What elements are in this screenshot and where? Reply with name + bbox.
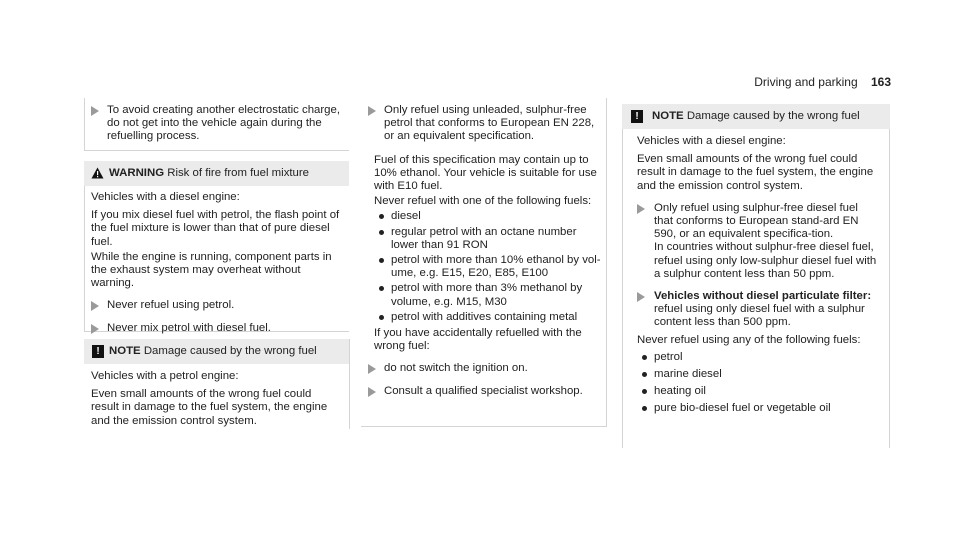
list-item [374, 311, 606, 324]
step-bold-text: Vehicles without diesel particulate filter: [654, 290, 872, 303]
list-item [637, 368, 880, 381]
note1-right-rule [349, 339, 350, 429]
list-text: pure bio-diesel fuel or vegetable oil [654, 402, 831, 415]
section-title: Driving and parking [754, 75, 858, 89]
list-item [637, 351, 880, 364]
list-item [637, 402, 880, 415]
list-text: regular petrol with an octane number lower than 91 RON [391, 225, 577, 251]
warning-header [84, 161, 349, 186]
note-para-2: Even small amounts of the wrong fuel could result in damage to the fuel system, the engine and the emission control system. [637, 153, 874, 192]
page-number: 163 [870, 75, 891, 89]
bullet-icon [642, 389, 647, 394]
col2-step-2 [361, 362, 606, 375]
step-text: To avoid creating another electrostatic charge, do not get into the vehicle again during the refuelling process. [107, 104, 341, 143]
list-text: heating oil [654, 385, 706, 398]
list-text: marine diesel [654, 368, 722, 381]
note-para-3: Never refuel using any of the following fuels: [637, 333, 861, 346]
note-title: Damage caused by the wrong fuel [143, 345, 317, 357]
warning-title: Risk of fire from fuel mixture [167, 167, 310, 179]
bullet-icon [642, 406, 647, 411]
warning-step-1 [91, 299, 341, 312]
warning-box [84, 161, 349, 335]
col2-para-3: If you have accidentally refuelled with the wrong fuel: [374, 327, 582, 353]
bullet-icon [379, 315, 384, 320]
col2-step-3 [361, 385, 606, 398]
step-text: Never mix petrol with diesel fuel. [107, 321, 271, 334]
list-item [374, 226, 606, 252]
step-arrow-icon [368, 364, 376, 374]
note-header [84, 339, 349, 364]
step-text: Never refuel using petrol. [107, 299, 235, 312]
bullet-icon [379, 286, 384, 291]
note-label: NOTE [652, 110, 684, 122]
list-item [374, 210, 606, 223]
step-arrow-icon [368, 387, 376, 397]
step-arrow-icon [637, 204, 645, 214]
bullet-icon [642, 372, 647, 377]
instruction-step [84, 104, 342, 144]
col2-para-2: Never refuel with one of the following fuels: [374, 195, 592, 208]
col2-bottom-rule [361, 426, 607, 427]
page-header [754, 76, 891, 89]
step-arrow-icon [368, 106, 376, 116]
bullet-icon [379, 230, 384, 235]
col2 [361, 104, 606, 398]
note-para-1: Vehicles with a petrol engine: [91, 370, 239, 382]
list-item [637, 385, 880, 398]
warning-label: WARNING [109, 167, 165, 179]
col2-para-1: Fuel of this specification may contain up to 10% ethanol. Your vehicle is suitable for use with E10 fuel. [374, 153, 597, 193]
list-text: petrol with additives containing metal [391, 310, 578, 323]
note-step-2 [637, 290, 880, 330]
col2-step-1 [361, 104, 606, 144]
col1-top-bottom-rule [84, 150, 349, 151]
bullet-icon [379, 214, 384, 219]
step-text: Only refuel using sulphur-free diesel fuel that conforms to European stand-ard EN 590, or an equivalent specifica-tion. [654, 201, 859, 241]
warning-triangle-icon [91, 167, 104, 179]
bullet-icon [379, 258, 384, 263]
note-label: NOTE [109, 345, 141, 357]
warning-para-3: While the engine is running, component parts in the exhaust system may overheat without warning. [91, 250, 332, 290]
list-item [374, 254, 606, 280]
warning-para-2: If you mix diesel fuel with petrol, the flash point of the fuel mixture is lower than that of pure diesel fuel. [91, 209, 340, 248]
step-text: do not switch the ignition on. [384, 362, 528, 375]
note-header [622, 104, 890, 129]
col2-right-rule [606, 98, 607, 426]
bullet-icon [642, 355, 647, 360]
step-arrow-icon [91, 324, 99, 334]
list-item [374, 282, 606, 308]
exclamation-icon: ! [631, 110, 643, 123]
col1-intro [84, 104, 342, 144]
warning-para-1: Vehicles with a diesel engine: [91, 191, 240, 203]
exclamation-icon: ! [92, 345, 104, 358]
note-step-1 [637, 202, 880, 281]
list-text: petrol [654, 350, 683, 363]
step-text: Only refuel using unleaded, sulphur-free petrol that conforms to European EN 228, or an equivalent specification. [384, 104, 595, 143]
note-para-2: Even small amounts of the wrong fuel could result in damage to the fuel system, the engine and the emission control system. [91, 388, 328, 427]
list-text: diesel [391, 210, 421, 223]
step-arrow-icon [91, 301, 99, 311]
note-box-petrol [84, 339, 349, 428]
list-text: petrol with more than 10% ethanol by vol-ume, e.g. E15, E20, E85, E100 [391, 254, 601, 280]
step-text [654, 290, 880, 330]
step-arrow-icon [637, 292, 645, 302]
step-text: Consult a qualified specialist workshop. [384, 384, 583, 397]
note-box-diesel [622, 104, 890, 416]
step-extra-text: In countries without sulphur-free diesel fuel, refuel using only low-sulphur diesel fuel with a sulphur content less than 50 ppm. [654, 241, 877, 280]
list-text: petrol with more than 3% methanol by volume, e.g. M15, M30 [391, 282, 583, 308]
warning-step-2 [91, 322, 341, 335]
step-arrow-icon [91, 106, 99, 116]
note-para-1: Vehicles with a diesel engine: [637, 135, 786, 147]
step-rest-text: refuel using only diesel fuel with a sulphur content less than 500 ppm. [654, 303, 865, 329]
note-title: Damage caused by the wrong fuel [686, 110, 860, 122]
